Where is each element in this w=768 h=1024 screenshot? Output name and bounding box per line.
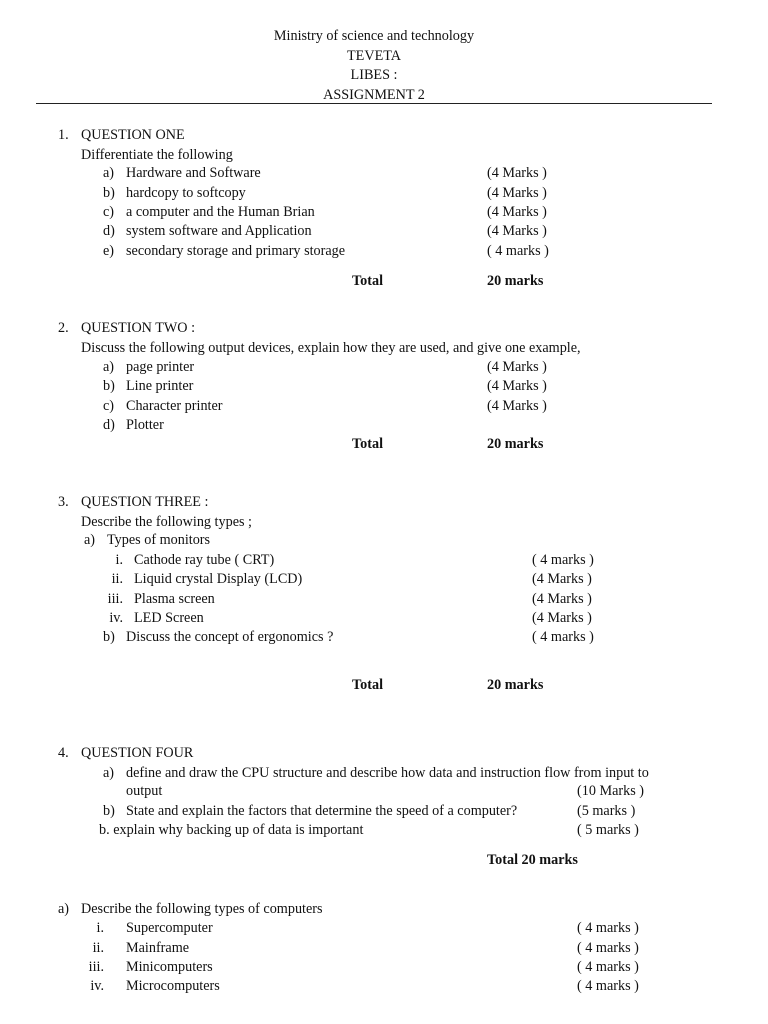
q4-number: 4. [58, 745, 69, 761]
q3-b-marker: b) [103, 629, 115, 645]
q3-item-marks: (4 Marks ) [532, 571, 592, 587]
q3-item-marker: i. [115, 552, 123, 568]
q1-item-text: hardcopy to softcopy [126, 185, 246, 201]
q2-item-text: page printer [126, 359, 195, 375]
q3-item-text: Plasma screen [134, 591, 215, 607]
q3-number: 3. [58, 494, 69, 510]
q1-item-marks: ( 4 marks ) [487, 243, 549, 259]
q4-b-marks: (5 marks ) [577, 803, 636, 819]
q1-item-marks: (4 Marks ) [487, 165, 547, 181]
q2-item-marks: (4 Marks ) [487, 359, 547, 375]
q4-b-text: State and explain the factors that determine the speed of a computer? [126, 803, 518, 819]
q5-item-text: Supercomputer [126, 920, 213, 936]
header-teveta: TEVETA [346, 48, 402, 64]
q5-item-marker: i. [96, 920, 104, 936]
q4-total: Total 20 marks [487, 852, 578, 868]
q3-item-marker: iii. [107, 591, 123, 607]
q3-total-label: Total [352, 677, 384, 693]
q1-item-marker: c) [103, 204, 115, 220]
q3-item-text: Cathode ray tube ( CRT) [134, 552, 275, 568]
q3-item-text: LED Screen [134, 610, 204, 626]
q4-c-marks: ( 5 marks ) [577, 822, 639, 838]
q2-item-text: Character printer [126, 398, 223, 414]
q1-item-marks: (4 Marks ) [487, 223, 547, 239]
q1-total-value: 20 marks [487, 273, 544, 289]
q2-item-marks: (4 Marks ) [487, 378, 547, 394]
q1-item-marker: a) [103, 165, 115, 181]
q4-a-marks: (10 Marks ) [577, 783, 644, 799]
q1-item-marker: b) [103, 185, 115, 201]
q3-item-marker: iv. [109, 610, 123, 626]
q5-item-marker: ii. [92, 940, 104, 956]
q5-item-text: Minicomputers [126, 959, 213, 975]
q2-item-marker: b) [103, 378, 115, 394]
q2-total-value: 20 marks [487, 436, 544, 452]
q2-item-marker: a) [103, 359, 115, 375]
q3-item-marks: (4 Marks ) [532, 610, 592, 626]
q5-item-marks: ( 4 marks ) [577, 920, 639, 936]
q4-a-text-cont: output [126, 783, 163, 799]
q3-b-marks: ( 4 marks ) [532, 629, 594, 645]
q4-a-marker: a) [103, 765, 115, 781]
q1-title: QUESTION ONE [81, 127, 185, 143]
q2-title: QUESTION TWO : [81, 320, 196, 336]
q5-item-text: Mainframe [126, 940, 190, 956]
header-rule [36, 103, 712, 104]
q2-intro: Discuss the following output devices, explain how they are used, and give one example, [81, 340, 581, 356]
q2-item-text: Line printer [126, 378, 194, 394]
q4-c-text: b. explain why backing up of data is important [99, 822, 364, 838]
q5-item-marks: ( 4 marks ) [577, 959, 639, 975]
q5-item-marks: ( 4 marks ) [577, 978, 639, 994]
q1-intro: Differentiate the following [81, 147, 233, 163]
q1-number: 1. [58, 127, 69, 143]
q1-item-marker: e) [103, 243, 115, 259]
q5-item-marker: iv. [90, 978, 104, 994]
q1-item-text: system software and Application [126, 223, 312, 239]
q1-item-marks: (4 Marks ) [487, 204, 547, 220]
q2-total-label: Total [352, 436, 384, 452]
q3-intro: Describe the following types ; [81, 514, 252, 530]
q1-item-text: a computer and the Human Brian [126, 204, 315, 220]
q3-sub-marker: a) [84, 532, 96, 548]
q4-title: QUESTION FOUR [81, 745, 194, 761]
q1-item-text: secondary storage and primary storage [126, 243, 346, 259]
q1-item-marker: d) [103, 223, 115, 239]
q5-item-marks: ( 4 marks ) [577, 940, 639, 956]
q1-total-label: Total [352, 273, 384, 289]
q1-item-marks: (4 Marks ) [487, 185, 547, 201]
q2-number: 2. [58, 320, 69, 336]
q3-item-text: Liquid crystal Display (LCD) [134, 571, 303, 587]
q5-item-text: Microcomputers [126, 978, 220, 994]
q2-item-marks: (4 Marks ) [487, 398, 547, 414]
q1-item-text: Hardware and Software [126, 165, 261, 181]
q3-sub-title: Types of monitors [107, 532, 211, 548]
q4-b-marker: b) [103, 803, 115, 819]
q3-item-marks: (4 Marks ) [532, 591, 592, 607]
q2-item-text: Plotter [126, 417, 164, 433]
header-libes: LIBES : [350, 67, 398, 83]
q3-item-marker: ii. [111, 571, 123, 587]
q3-total-value: 20 marks [487, 677, 544, 693]
q2-item-marker: c) [103, 398, 115, 414]
q3-title: QUESTION THREE : [81, 494, 209, 510]
header-assignment: ASSIGNMENT 2 [323, 87, 425, 103]
q3-b-text: Discuss the concept of ergonomics ? [126, 629, 334, 645]
q2-item-marker: d) [103, 417, 115, 433]
header-ministry: Ministry of science and technology [273, 28, 475, 44]
q4-a-text: define and draw the CPU structure and describe how data and instruction flow from input to [126, 765, 649, 781]
q5-item-marker: iii. [88, 959, 104, 975]
q5-marker: a) [58, 901, 70, 917]
q5-intro: Describe the following types of computers [81, 901, 323, 917]
q3-item-marks: ( 4 marks ) [532, 552, 594, 568]
